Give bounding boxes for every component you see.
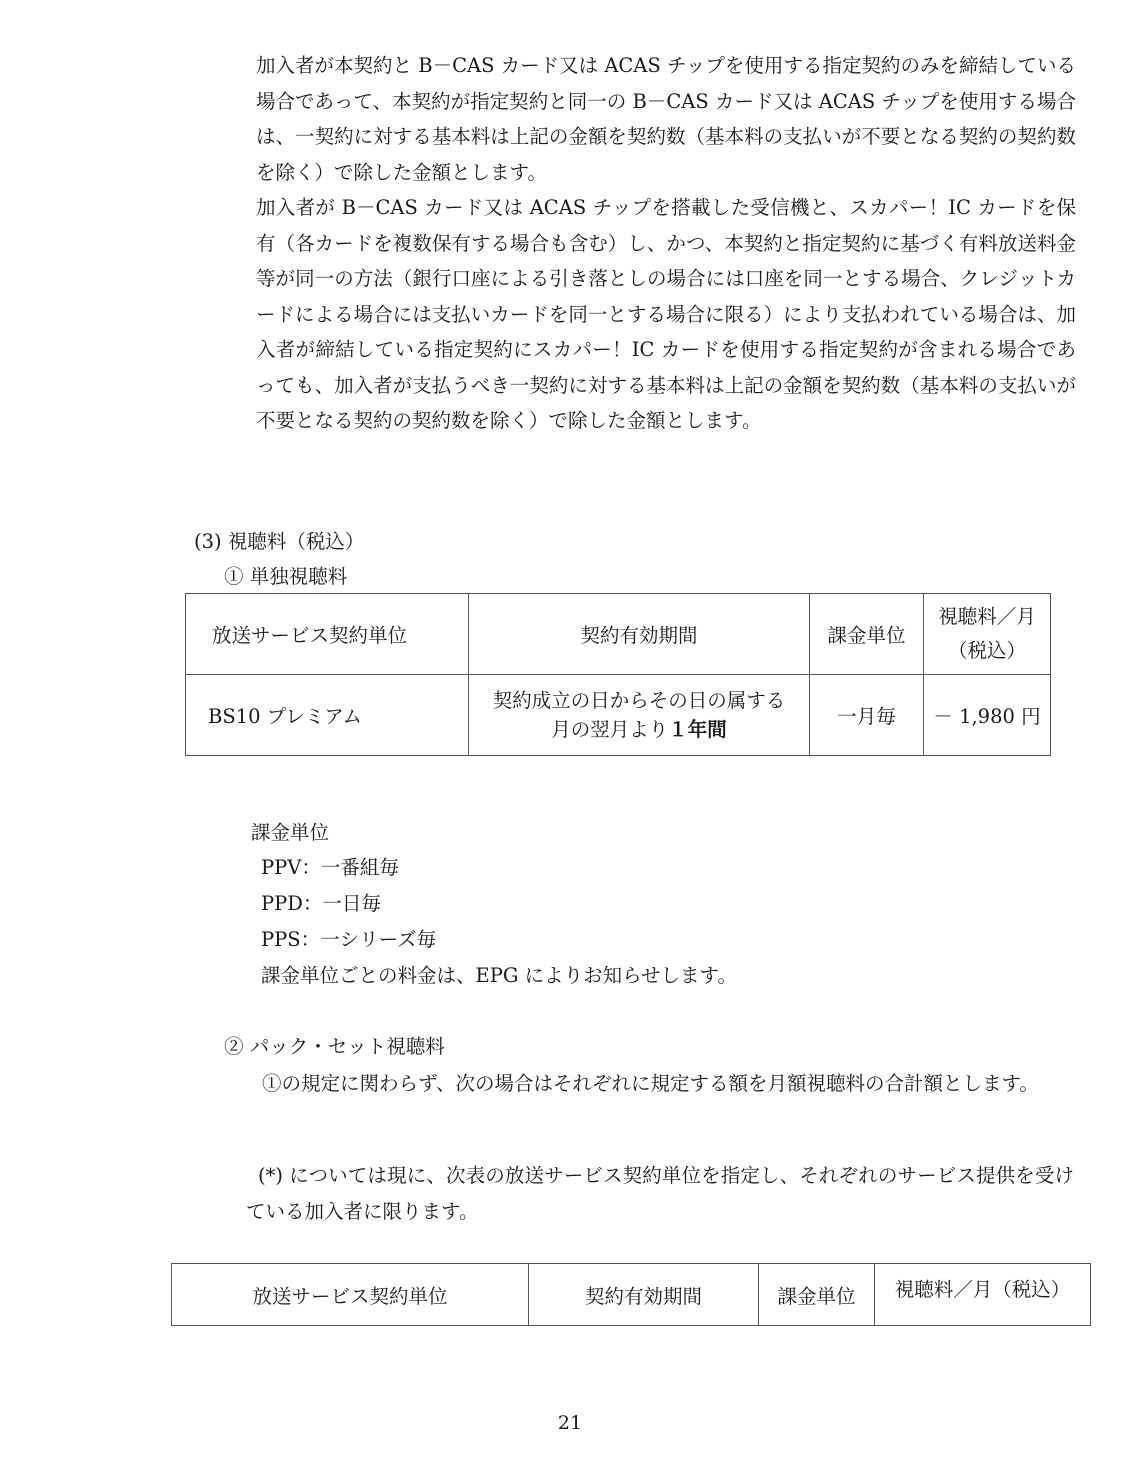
- billing-note-ppv: PPV：一番組毎: [261, 856, 399, 879]
- header-fee-line2: （税込）: [947, 639, 1026, 662]
- period-duration: １年間: [668, 718, 727, 741]
- subsection-heading-pack: ② パック・セット視聴料: [224, 1035, 445, 1058]
- cell-fee: － 1,980 円: [924, 675, 1051, 756]
- header-fee-line1: 視聴料／月: [938, 605, 1036, 628]
- billing-note-epg: 課金単位ごとの料金は、EPG によりお知らせします。: [261, 964, 737, 987]
- header-cell-fee: 視聴料／月（税込）: [875, 1264, 1091, 1326]
- table-header-row: [186, 594, 1051, 675]
- header-cell-unit: 放送サービス契約単位: [186, 594, 469, 675]
- header-cell-billing: 課金単位: [810, 594, 924, 675]
- period-line1: 契約成立の日からその日の属する: [492, 689, 786, 712]
- subsection-heading-single: ① 単独視聴料: [224, 565, 348, 588]
- header-cell-period: 契約有効期間: [529, 1264, 759, 1326]
- cell-unit: BS10 プレミアム: [186, 675, 469, 756]
- section-heading: (3) 視聴料（税込）: [194, 530, 365, 553]
- table-header-row: [172, 1264, 1091, 1326]
- intro-paragraph-2: 加入者が B－CAS カード又は ACAS チップを搭載した受信機と、スカパー！IC カードを保有（各カードを複数保有する場合も含む）し、かつ、本契約と指定契約に基づく有料放送料金等が同一の方法（銀行口座による引き落としの場合には口座を同一とする場合、クレジットカードによる場合には支払いカードを同一とする場合に限る）により支払われている場合は、加入者が締結している指定契約にスカパー！IC カードを使用する指定契約が含まれる場合であっても、加入者が支払うべき一契約に対する基本料は上記の金額を契約数（基本料の支払いが不要となる契約の契約数を除く）で除した金額とします。: [256, 196, 1076, 432]
- page-number: 21: [557, 1412, 583, 1434]
- cell-period: [469, 675, 810, 756]
- header-cell-period: 契約有効期間: [469, 594, 810, 675]
- header-cell-unit: 放送サービス契約単位: [172, 1264, 529, 1326]
- billing-note-pps: PPS：一シリーズ毎: [261, 928, 437, 951]
- cell-billing: 一月毎: [810, 675, 924, 756]
- billing-note-ppd: PPD：一日毎: [261, 892, 381, 915]
- intro-paragraph-1: 加入者が本契約と B－CAS カード又は ACAS チップを使用する指定契約のみを締結している場合であって、本契約が指定契約と同一の B－CAS カード又は ACAS チップを使用する場合は、一契約に対する基本料は上記の金額を契約数（基本料の支払いが不要となる契約の契約数を除く）で除した金額とします。: [256, 54, 1076, 184]
- pack-fee-table: [171, 1263, 1091, 1326]
- intro-block: [256, 48, 1076, 439]
- pack-rule-paragraph: ①の規定に関わらず、次の場合はそれぞれに規定する額を月額視聴料の合計額とします。: [262, 1072, 1039, 1095]
- table-row: [186, 675, 1051, 756]
- billing-notes-title: 課金単位: [251, 821, 330, 844]
- asterisk-note: [246, 1158, 1074, 1230]
- pack-rule-text: [262, 1066, 1062, 1101]
- header-cell-billing: 課金単位: [759, 1264, 875, 1326]
- single-fee-table: [185, 593, 1051, 756]
- header-cell-fee: [924, 594, 1051, 675]
- period-line2-text: 月の翌月より: [551, 718, 669, 741]
- asterisk-note-paragraph: (*) については現に、次表の放送サービス契約単位を指定し、それぞれのサービス提供を受けている加入者に限ります。: [246, 1164, 1074, 1223]
- period-line2: [469, 715, 809, 744]
